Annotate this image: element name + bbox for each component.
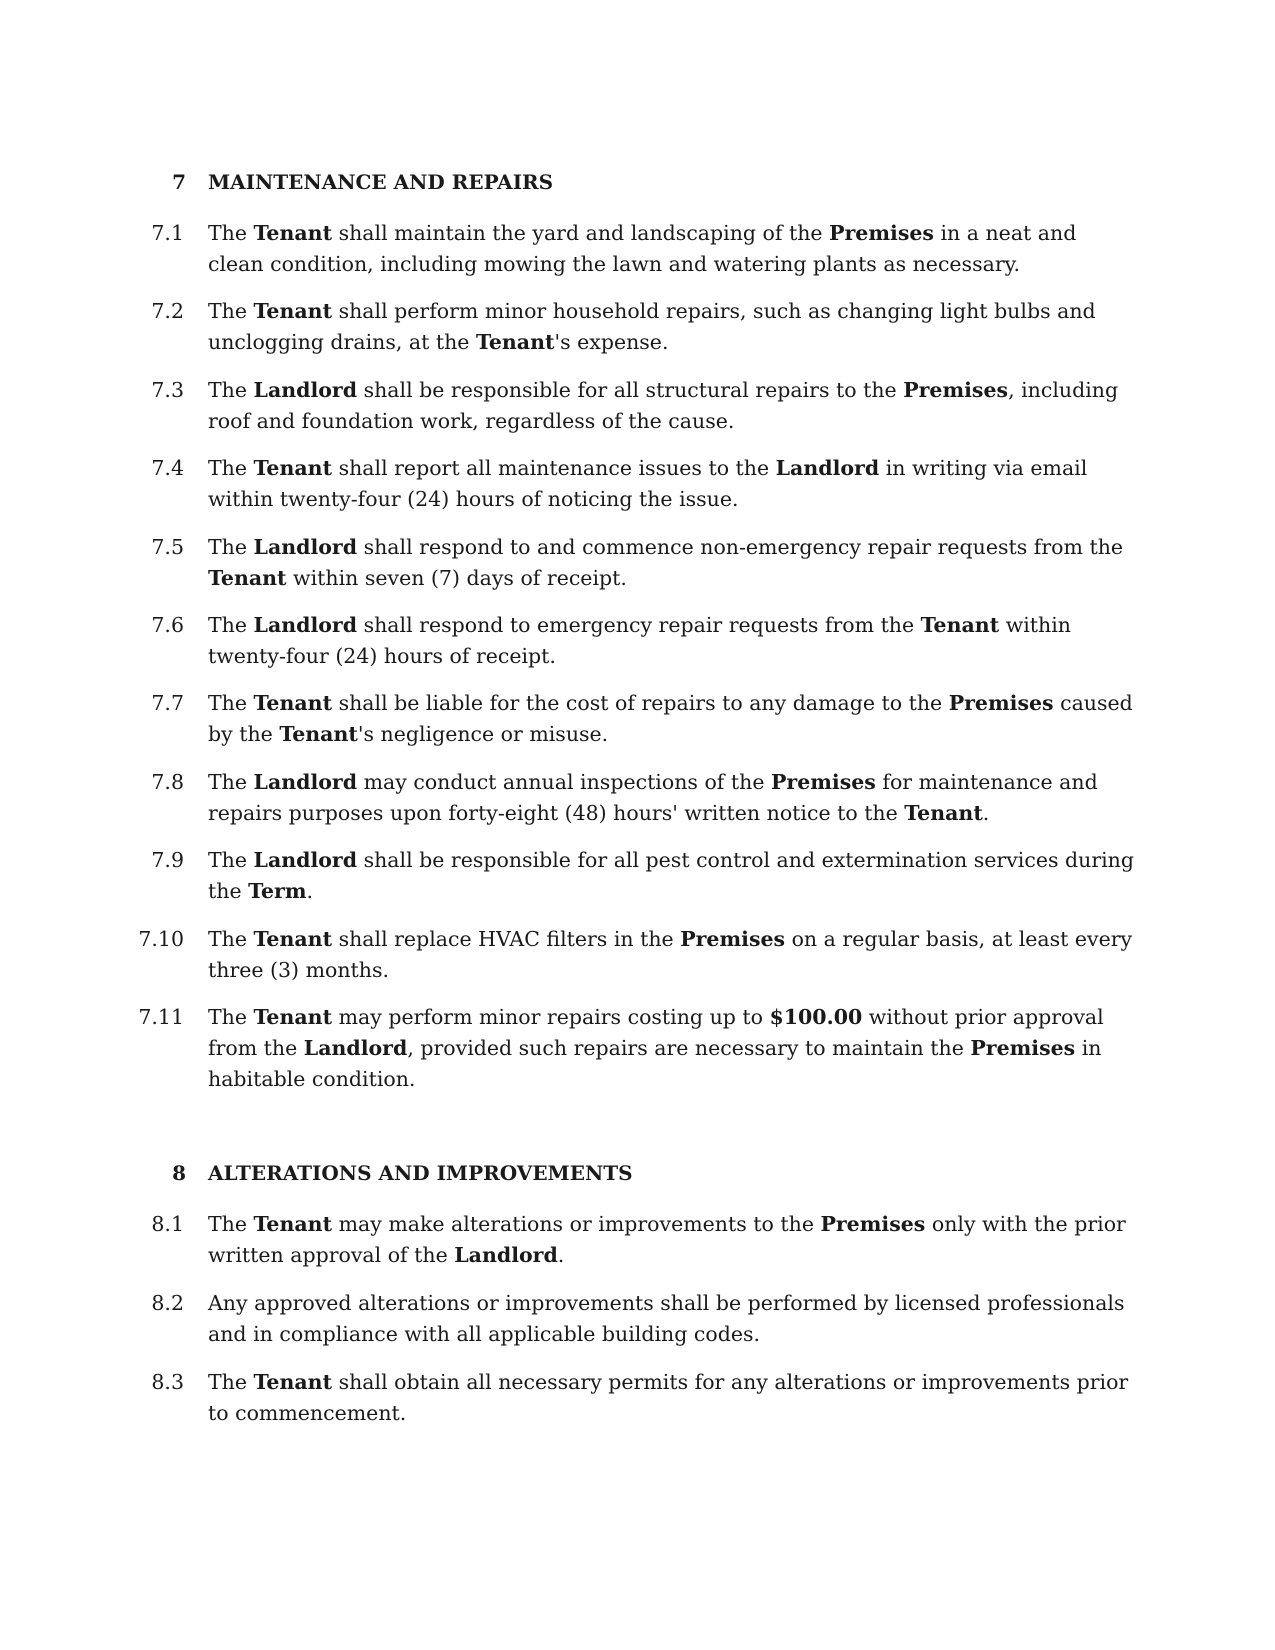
clause-text-run: without prior approval from the xyxy=(208,1005,1104,1060)
defined-term: Premises xyxy=(680,927,786,951)
clause-text-run: within seven (7) days of receipt. xyxy=(286,566,627,590)
clause-text xyxy=(208,688,1138,750)
section-number: 7 xyxy=(172,170,186,194)
section-heading xyxy=(0,1159,1275,1187)
clause-text xyxy=(208,924,1138,986)
clause-text-run: shall report all maintenance issues to the xyxy=(332,456,776,480)
clause-text-run: in habitable condition. xyxy=(208,1036,1102,1091)
clause-7-3 xyxy=(0,375,1275,437)
clause-text-run: shall maintain the yard and landscaping of the xyxy=(332,221,830,245)
section-7 xyxy=(0,168,1275,1091)
defined-term: Premises xyxy=(970,1036,1076,1060)
clause-text-run: 's negligence or misuse. xyxy=(357,722,609,746)
clause-7-11 xyxy=(0,1002,1275,1095)
clause-7-8 xyxy=(0,767,1275,829)
section-8 xyxy=(0,1159,1275,1425)
defined-term: Term xyxy=(248,879,307,903)
clause-number: 7.10 xyxy=(138,927,184,951)
defined-term: Tenant xyxy=(253,456,333,480)
section-title: ALTERATIONS AND IMPROVEMENTS xyxy=(208,1161,633,1185)
clause-text-run: caused by the xyxy=(208,691,1133,746)
clause-text xyxy=(208,1367,1138,1429)
clause-text-run: 's expense. xyxy=(554,330,669,354)
defined-term: Tenant xyxy=(253,299,333,323)
defined-term: Landlord xyxy=(253,378,358,402)
clause-text-run: may make alterations or improvements to the xyxy=(332,1212,821,1236)
clause-text-run: The xyxy=(208,927,254,951)
clause-text-run: shall be responsible for all structural repairs to the xyxy=(357,378,904,402)
clause-text-run: may perform minor repairs costing up to xyxy=(332,1005,770,1029)
clause-number: 7.7 xyxy=(151,691,184,715)
clause-8-3 xyxy=(0,1367,1275,1429)
defined-term: Tenant xyxy=(253,1005,333,1029)
clause-text xyxy=(208,296,1138,358)
defined-term: Tenant xyxy=(253,1212,333,1236)
clause-8-1 xyxy=(0,1209,1275,1271)
clause-text-run: The xyxy=(208,770,254,794)
defined-term: Premises xyxy=(770,770,876,794)
defined-term: Landlord xyxy=(303,1036,408,1060)
clause-text-run: for maintenance and repairs purposes upon forty-eight (48) hours' written notice to the xyxy=(208,770,1098,825)
defined-term: Tenant xyxy=(253,691,333,715)
defined-term: Tenant xyxy=(920,613,1000,637)
clause-number: 7.11 xyxy=(138,1005,184,1029)
clause-text xyxy=(208,1288,1138,1350)
clause-text-run: The xyxy=(208,691,254,715)
clause-text-run: in writing via email within twenty-four (24) hours of noticing the issue. xyxy=(208,456,1088,511)
clause-text-run: The xyxy=(208,848,254,872)
clause-text-run: on a regular basis, at least every three (3) months. xyxy=(208,927,1133,982)
clause-number: 7.5 xyxy=(151,535,184,559)
defined-term: Landlord xyxy=(253,770,358,794)
clause-text-run: in a neat and clean condition, including mowing the lawn and watering plants as necessary. xyxy=(208,221,1077,276)
clause-number: 7.3 xyxy=(151,378,184,402)
clause-text xyxy=(208,218,1138,280)
clause-text xyxy=(208,375,1138,437)
clause-text xyxy=(208,767,1138,829)
clause-number: 7.1 xyxy=(151,221,184,245)
clause-text xyxy=(208,845,1138,907)
clause-text-run: shall obtain all necessary permits for any alterations or improvements prior to commencement. xyxy=(208,1370,1129,1425)
clause-text xyxy=(208,610,1138,672)
clause-text-run: , including roof and foundation work, regardless of the cause. xyxy=(208,378,1119,433)
clause-text-run: shall respond to emergency repair requests from the xyxy=(357,613,921,637)
clause-text-run: within twenty-four (24) hours of receipt. xyxy=(208,613,1071,668)
clause-text-run: only with the prior written approval of the xyxy=(208,1212,1126,1267)
clause-text-run: . xyxy=(557,1243,565,1267)
defined-term: Premises xyxy=(820,1212,926,1236)
defined-term: Landlord xyxy=(775,456,880,480)
clause-7-4 xyxy=(0,453,1275,515)
section-number: 8 xyxy=(172,1161,186,1185)
clause-text-run: The xyxy=(208,1212,254,1236)
clause-7-1 xyxy=(0,218,1275,280)
defined-term: Tenant xyxy=(253,221,333,245)
clause-7-9 xyxy=(0,845,1275,907)
clause-text-run: , provided such repairs are necessary to maintain the xyxy=(407,1036,971,1060)
clause-7-7 xyxy=(0,688,1275,750)
clause-7-5 xyxy=(0,532,1275,594)
clause-number: 7.4 xyxy=(151,456,184,480)
clause-text-run: The xyxy=(208,456,254,480)
clause-text xyxy=(208,532,1138,594)
clause-text-run: Any approved alterations or improvements shall be performed by licensed professionals and in compliance with all applicable building codes. xyxy=(208,1291,1125,1346)
defined-term: Tenant xyxy=(253,1370,333,1394)
clause-8-2 xyxy=(0,1288,1275,1350)
clause-text-run: may conduct annual inspections of the xyxy=(357,770,771,794)
clause-text-run: . xyxy=(982,801,990,825)
defined-term: Tenant xyxy=(904,801,983,825)
clause-text-run: shall perform minor household repairs, such as changing light bulbs and unclogging drains, at the xyxy=(208,299,1096,354)
clause-text xyxy=(208,1209,1138,1271)
defined-term: Tenant xyxy=(208,566,287,590)
defined-term: Premises xyxy=(829,221,934,245)
clause-7-2 xyxy=(0,296,1275,358)
clause-7-6 xyxy=(0,610,1275,672)
clause-text-run: The xyxy=(208,535,254,559)
clause-text xyxy=(208,1002,1138,1095)
defined-term: Landlord xyxy=(253,613,358,637)
clause-number: 8.2 xyxy=(151,1291,184,1315)
clause-number: 8.1 xyxy=(151,1212,184,1236)
clause-text-run: shall be liable for the cost of repairs to any damage to the xyxy=(332,691,949,715)
clause-text-run: The xyxy=(208,1005,254,1029)
defined-term: Premises xyxy=(903,378,1009,402)
clause-text-run: The xyxy=(208,221,254,245)
clause-text-run: The xyxy=(208,1370,254,1394)
clause-text-run: The xyxy=(208,613,254,637)
section-title: MAINTENANCE AND REPAIRS xyxy=(208,170,554,194)
defined-term: Tenant xyxy=(253,927,333,951)
clause-text xyxy=(208,453,1138,515)
clause-text-run: shall replace HVAC filters in the xyxy=(332,927,681,951)
clause-number: 7.9 xyxy=(151,848,184,872)
defined-term: Landlord xyxy=(454,1243,558,1267)
clause-number: 7.8 xyxy=(151,770,184,794)
section-heading xyxy=(0,168,1275,196)
defined-term: Tenant xyxy=(475,330,555,354)
defined-term: Landlord xyxy=(253,848,358,872)
clause-text-run: shall be responsible for all pest control and extermination services during the xyxy=(208,848,1135,903)
clause-number: 7.6 xyxy=(151,613,184,637)
defined-term: Premises xyxy=(948,691,1054,715)
defined-term: $100.00 xyxy=(769,1005,863,1029)
defined-term: Tenant xyxy=(279,722,358,746)
clause-number: 8.3 xyxy=(151,1370,184,1394)
clause-text-run: The xyxy=(208,378,254,402)
clause-7-10 xyxy=(0,924,1275,986)
clause-text-run: . xyxy=(306,879,314,903)
defined-term: Landlord xyxy=(253,535,358,559)
clause-number: 7.2 xyxy=(151,299,184,323)
clause-text-run: shall respond to and commence non-emergency repair requests from the xyxy=(357,535,1124,559)
clause-text-run: The xyxy=(208,299,254,323)
